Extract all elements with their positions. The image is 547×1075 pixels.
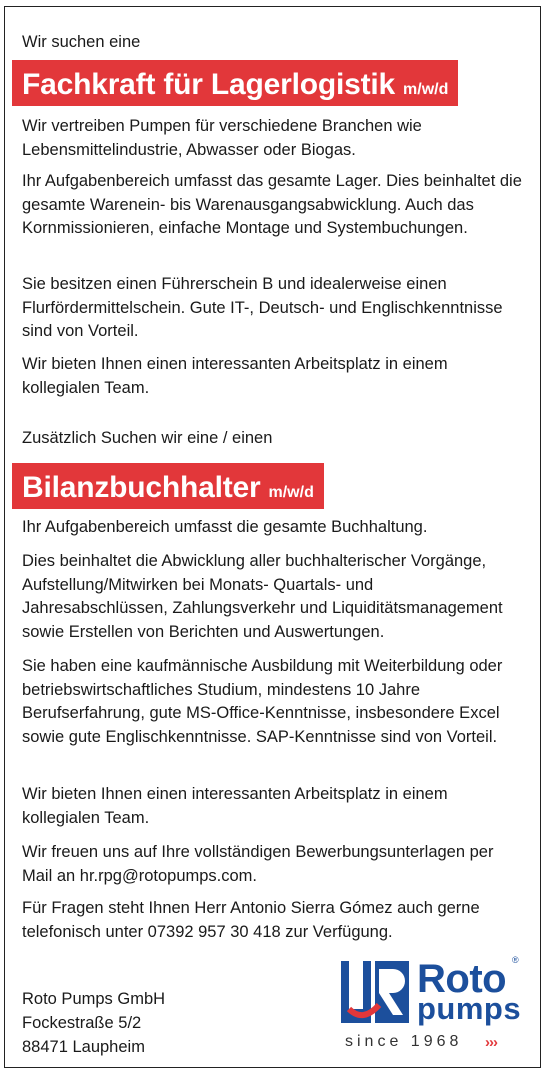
roto-pumps-logo — [337, 955, 527, 1055]
job1-paragraph: Wir vertreiben Pumpen für verschiedene Branchen wie Lebensmittelindustrie, Abwasser oder Biogas. — [22, 117, 422, 159]
job2-title: Bilanzbuchhalter — [22, 471, 261, 504]
job2-title-banner — [12, 463, 324, 509]
job1-gender: m/w/d — [403, 81, 449, 98]
logo-arrows-icon: ››› — [485, 1034, 497, 1051]
company-city: 88471 Laupheim — [22, 1038, 145, 1056]
job1-paragraph: Sie besitzen einen Führerschein B und idealerweise einen Flurfördermittelschein. Gute IT-, Deutsch- und Englischkenntnisse sind von Vorteil. — [22, 275, 503, 340]
job2-paragraph: Ihr Aufgabenbereich umfasst die gesamte Buchhaltung. — [22, 518, 428, 536]
roto-pumps-logo-mark-icon — [341, 961, 409, 1023]
job2-paragraph: Wir bieten Ihnen einen interessanten Arbeitsplatz in einem kollegialen Team. — [22, 785, 448, 827]
company-street: Fockestraße 5/2 — [22, 1014, 142, 1032]
job1-title-banner — [12, 60, 458, 106]
job2-gender: m/w/d — [268, 484, 314, 501]
job2-intro: Zusätzlich Suchen wir eine / einen — [22, 429, 273, 447]
job1-intro: Wir suchen eine — [22, 33, 141, 51]
company-name: Roto Pumps GmbH — [22, 990, 166, 1008]
job1-paragraph: Wir bieten Ihnen einen interessanten Arbeitsplatz in einem kollegialen Team. — [22, 355, 448, 397]
logo-since-text: since 1968 — [345, 1033, 463, 1050]
job1-paragraph: Ihr Aufgabenbereich umfasst das gesamte Lager. Dies beinhaltet die gesamte Warenein- bis Warenausgangsabwicklung. Auch das Kornmissionieren, einfache Montage und Systembuchungen. — [22, 172, 522, 237]
logo-registered-mark: ® — [512, 955, 519, 965]
logo-word-pumps: pumps — [417, 991, 522, 1026]
company-address — [22, 987, 165, 1059]
job2-paragraph: Dies beinhaltet die Abwicklung aller buchhalterischer Vorgänge, Aufstellung/Mitwirken bei Monats- Quartals- und Jahresabschlüssen, Zahlungsverkehr und Liquiditätsmanagement sowie Erstellen von Berichten und Auswertungen. — [22, 552, 503, 641]
job2-paragraph: Für Fragen steht Ihnen Herr Antonio Sierra Gómez auch gerne telefonisch unter 07392 957 30 418 zur Verfügung. — [22, 899, 480, 941]
job2-paragraph: Wir freuen uns auf Ihre vollständigen Bewerbungsunterlagen per Mail an hr.rpg@rotopumps.com. — [22, 843, 494, 885]
logo-word-roto: Roto — [417, 957, 507, 1001]
job2-paragraph: Sie haben eine kaufmännische Ausbildung mit Weiterbildung oder betriebswirtschaftliches Studium, mindestens 10 Jahre Berufserfahrung, gute MS-Office-Kenntnisse, insbesondere Excel sowie gute Englischkenntnisse. SAP-Kenntnisse sind von Vorteil. — [22, 657, 503, 746]
job1-title: Fachkraft für Lagerlogistik — [22, 68, 396, 101]
